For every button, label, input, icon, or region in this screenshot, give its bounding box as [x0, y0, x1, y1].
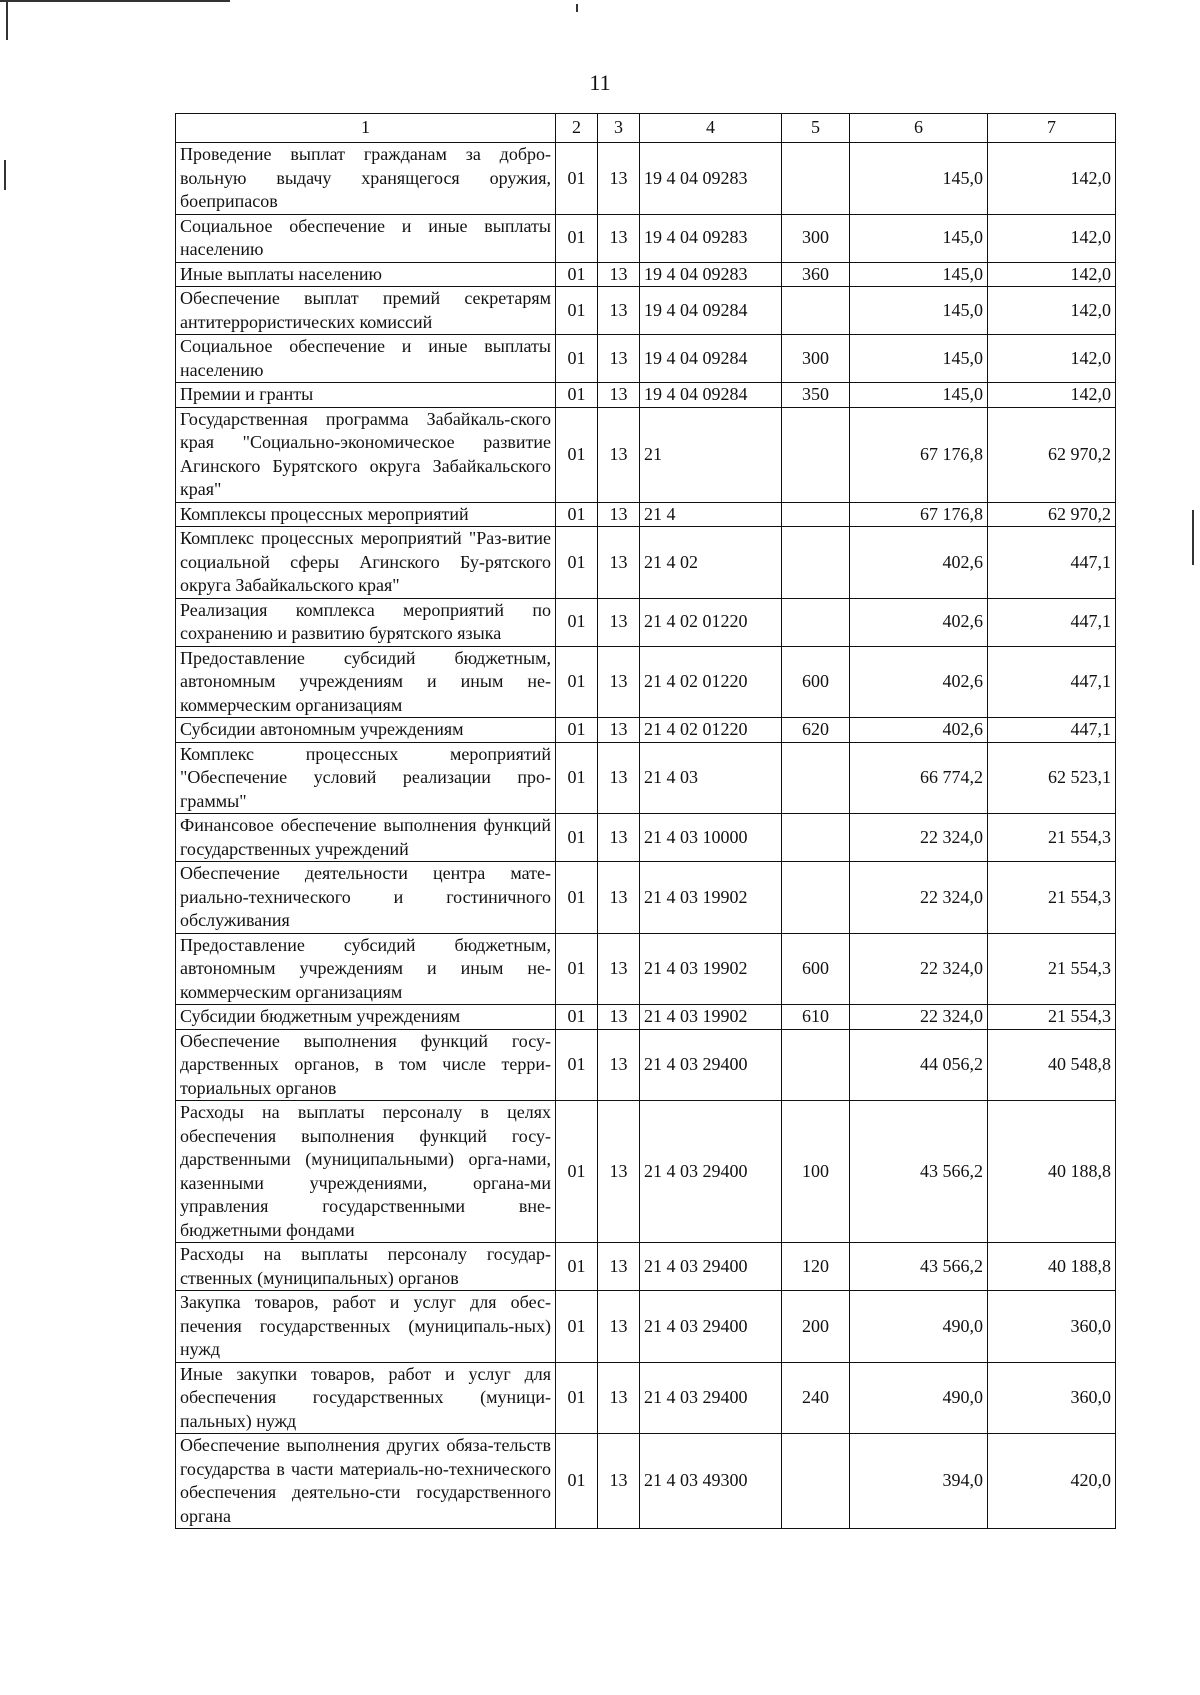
- amount-year2-cell: 40 188,8: [988, 1101, 1116, 1243]
- expense-type-cell: 240: [782, 1362, 850, 1434]
- table-row: [176, 1101, 1116, 1243]
- row-name-cell: Финансовое обеспечение выполнения функций государственных учреждений: [176, 814, 556, 862]
- subsection-code-cell: 13: [598, 262, 640, 287]
- section-code-cell: 01: [556, 718, 598, 743]
- expense-type-cell: 350: [782, 383, 850, 408]
- expense-type-cell: [782, 143, 850, 215]
- subsection-code-cell: 13: [598, 527, 640, 599]
- amount-year2-cell: 21 554,3: [988, 1005, 1116, 1030]
- table-row: [176, 214, 1116, 262]
- amount-year1-cell: 394,0: [850, 1434, 988, 1529]
- subsection-code-cell: 13: [598, 214, 640, 262]
- table-row: [176, 933, 1116, 1005]
- amount-year1-cell: 490,0: [850, 1291, 988, 1363]
- amount-year2-cell: 360,0: [988, 1362, 1116, 1434]
- row-name-cell: Предоставление субсидий бюджетным, автономным учреждениям и иным не-коммерческим организациям: [176, 646, 556, 718]
- table-row: [176, 1291, 1116, 1363]
- target-article-cell: 21 4 02 01220: [640, 598, 782, 646]
- row-name-cell: Обеспечение выполнения других обяза-тельств государства в части материаль-но-технического обеспечения деятельно-сти государственного органа: [176, 1434, 556, 1529]
- section-code-cell: 01: [556, 742, 598, 814]
- amount-year1-cell: 402,6: [850, 527, 988, 599]
- target-article-cell: 21 4 03 29400: [640, 1029, 782, 1101]
- subsection-code-cell: 13: [598, 742, 640, 814]
- table-body: [176, 143, 1116, 1529]
- amount-year1-cell: 66 774,2: [850, 742, 988, 814]
- scan-edge-mark: [4, 160, 6, 190]
- amount-year2-cell: 62 970,2: [988, 407, 1116, 502]
- table-row: [176, 718, 1116, 743]
- row-name-cell: Государственная программа Забайкаль-ского края "Социально-экономическое развитие Агинского Бурятского округа Забайкальского края": [176, 407, 556, 502]
- section-code-cell: 01: [556, 1029, 598, 1101]
- amount-year1-cell: 67 176,8: [850, 502, 988, 527]
- row-name-cell: Реализация комплекса мероприятий по сохранению и развитию бурятского языка: [176, 598, 556, 646]
- column-header: 6: [850, 114, 988, 143]
- amount-year2-cell: 142,0: [988, 383, 1116, 408]
- expense-type-cell: 360: [782, 262, 850, 287]
- table-row: [176, 1362, 1116, 1434]
- amount-year2-cell: 21 554,3: [988, 862, 1116, 934]
- target-article-cell: 21 4 03 29400: [640, 1101, 782, 1243]
- column-header: 7: [988, 114, 1116, 143]
- section-code-cell: 01: [556, 646, 598, 718]
- target-article-cell: 21 4 03 19902: [640, 862, 782, 934]
- section-code-cell: 01: [556, 1362, 598, 1434]
- amount-year1-cell: 43 566,2: [850, 1101, 988, 1243]
- target-article-cell: 21: [640, 407, 782, 502]
- target-article-cell: 21 4 03: [640, 742, 782, 814]
- target-article-cell: 21 4 02 01220: [640, 646, 782, 718]
- amount-year2-cell: 142,0: [988, 143, 1116, 215]
- expense-type-cell: 200: [782, 1291, 850, 1363]
- section-code-cell: 01: [556, 407, 598, 502]
- subsection-code-cell: 13: [598, 1362, 640, 1434]
- table-row: [176, 502, 1116, 527]
- target-article-cell: 19 4 04 09283: [640, 214, 782, 262]
- subsection-code-cell: 13: [598, 143, 640, 215]
- subsection-code-cell: 13: [598, 1101, 640, 1243]
- section-code-cell: 01: [556, 1291, 598, 1363]
- amount-year2-cell: 447,1: [988, 718, 1116, 743]
- target-article-cell: 21 4: [640, 502, 782, 527]
- target-article-cell: 19 4 04 09283: [640, 262, 782, 287]
- target-article-cell: 21 4 03 29400: [640, 1291, 782, 1363]
- amount-year1-cell: 22 324,0: [850, 814, 988, 862]
- table-row: [176, 262, 1116, 287]
- amount-year1-cell: 43 566,2: [850, 1243, 988, 1291]
- section-code-cell: 01: [556, 862, 598, 934]
- scan-edge-mark: [576, 4, 578, 12]
- amount-year1-cell: 22 324,0: [850, 933, 988, 1005]
- expense-type-cell: [782, 1434, 850, 1529]
- table-row: [176, 646, 1116, 718]
- expense-type-cell: 620: [782, 718, 850, 743]
- section-code-cell: 01: [556, 1434, 598, 1529]
- row-name-cell: Иные выплаты населению: [176, 262, 556, 287]
- subsection-code-cell: 13: [598, 1291, 640, 1363]
- target-article-cell: 21 4 03 10000: [640, 814, 782, 862]
- row-name-cell: Закупка товаров, работ и услуг для обес-печения государственных (муниципаль-ных) нужд: [176, 1291, 556, 1363]
- amount-year2-cell: 447,1: [988, 646, 1116, 718]
- subsection-code-cell: 13: [598, 502, 640, 527]
- row-name-cell: Комплекс процессных мероприятий "Раз-витие социальной сферы Агинского Бу-рятского округа Забайкальского края": [176, 527, 556, 599]
- table-row: [176, 598, 1116, 646]
- target-article-cell: 19 4 04 09284: [640, 287, 782, 335]
- target-article-cell: 21 4 03 19902: [640, 1005, 782, 1030]
- amount-year1-cell: 402,6: [850, 718, 988, 743]
- table-row: [176, 1434, 1116, 1529]
- amount-year1-cell: 145,0: [850, 383, 988, 408]
- amount-year1-cell: 44 056,2: [850, 1029, 988, 1101]
- row-name-cell: Социальное обеспечение и иные выплаты населению: [176, 335, 556, 383]
- target-article-cell: 21 4 03 29400: [640, 1243, 782, 1291]
- target-article-cell: 19 4 04 09284: [640, 335, 782, 383]
- scan-edge-mark: [6, 0, 8, 40]
- scan-edge-mark: [1192, 510, 1194, 565]
- column-header: 2: [556, 114, 598, 143]
- row-name-cell: Проведение выплат гражданам за добро-вольную выдачу хранящегося оружия, боеприпасов: [176, 143, 556, 215]
- amount-year1-cell: 145,0: [850, 287, 988, 335]
- expense-type-cell: [782, 1029, 850, 1101]
- scan-edge-mark: [0, 0, 230, 2]
- section-code-cell: 01: [556, 383, 598, 408]
- target-article-cell: 19 4 04 09284: [640, 383, 782, 408]
- amount-year2-cell: 62 523,1: [988, 742, 1116, 814]
- section-code-cell: 01: [556, 814, 598, 862]
- section-code-cell: 01: [556, 1243, 598, 1291]
- target-article-cell: 21 4 02: [640, 527, 782, 599]
- amount-year1-cell: 145,0: [850, 214, 988, 262]
- row-name-cell: Иные закупки товаров, работ и услуг для обеспечения государственных (муници-пальных) нужд: [176, 1362, 556, 1434]
- target-article-cell: 21 4 03 19902: [640, 933, 782, 1005]
- table-row: [176, 143, 1116, 215]
- expense-type-cell: [782, 287, 850, 335]
- row-name-cell: Расходы на выплаты персоналу в целях обеспечения выполнения функций госу-дарственными (муниципальными) орга-нами, казенными учреждениями, органа-ми управления государственными вне-бюджетными фондами: [176, 1101, 556, 1243]
- section-code-cell: 01: [556, 1005, 598, 1030]
- column-header: 5: [782, 114, 850, 143]
- amount-year1-cell: 402,6: [850, 646, 988, 718]
- row-name-cell: Субсидии автономным учреждениям: [176, 718, 556, 743]
- subsection-code-cell: 13: [598, 718, 640, 743]
- amount-year1-cell: 145,0: [850, 143, 988, 215]
- row-name-cell: Премии и гранты: [176, 383, 556, 408]
- expense-type-cell: 100: [782, 1101, 850, 1243]
- amount-year2-cell: 447,1: [988, 527, 1116, 599]
- amount-year2-cell: 360,0: [988, 1291, 1116, 1363]
- expense-type-cell: [782, 527, 850, 599]
- table-row: [176, 862, 1116, 934]
- amount-year1-cell: 22 324,0: [850, 1005, 988, 1030]
- amount-year1-cell: 145,0: [850, 335, 988, 383]
- table-row: [176, 1029, 1116, 1101]
- subsection-code-cell: 13: [598, 287, 640, 335]
- section-code-cell: 01: [556, 262, 598, 287]
- subsection-code-cell: 13: [598, 383, 640, 408]
- subsection-code-cell: 13: [598, 862, 640, 934]
- subsection-code-cell: 13: [598, 933, 640, 1005]
- budget-table: [175, 113, 1116, 1529]
- target-article-cell: 21 4 02 01220: [640, 718, 782, 743]
- amount-year2-cell: 420,0: [988, 1434, 1116, 1529]
- row-name-cell: Социальное обеспечение и иные выплаты населению: [176, 214, 556, 262]
- subsection-code-cell: 13: [598, 814, 640, 862]
- section-code-cell: 01: [556, 214, 598, 262]
- section-code-cell: 01: [556, 527, 598, 599]
- subsection-code-cell: 13: [598, 1005, 640, 1030]
- column-header: 4: [640, 114, 782, 143]
- amount-year2-cell: 40 188,8: [988, 1243, 1116, 1291]
- table-row: [176, 407, 1116, 502]
- column-header: 1: [176, 114, 556, 143]
- section-code-cell: 01: [556, 287, 598, 335]
- amount-year2-cell: 62 970,2: [988, 502, 1116, 527]
- expense-type-cell: [782, 598, 850, 646]
- section-code-cell: 01: [556, 1101, 598, 1243]
- amount-year2-cell: 40 548,8: [988, 1029, 1116, 1101]
- amount-year2-cell: 21 554,3: [988, 933, 1116, 1005]
- expense-type-cell: 300: [782, 214, 850, 262]
- row-name-cell: Комплексы процессных мероприятий: [176, 502, 556, 527]
- expense-type-cell: 300: [782, 335, 850, 383]
- target-article-cell: 21 4 03 49300: [640, 1434, 782, 1529]
- amount-year2-cell: 21 554,3: [988, 814, 1116, 862]
- row-name-cell: Субсидии бюджетным учреждениям: [176, 1005, 556, 1030]
- amount-year1-cell: 145,0: [850, 262, 988, 287]
- section-code-cell: 01: [556, 143, 598, 215]
- table-row: [176, 814, 1116, 862]
- section-code-cell: 01: [556, 933, 598, 1005]
- row-name-cell: Предоставление субсидий бюджетным, автономным учреждениям и иным не-коммерческим организациям: [176, 933, 556, 1005]
- row-name-cell: Комплекс процессных мероприятий "Обеспечение условий реализации про-граммы": [176, 742, 556, 814]
- subsection-code-cell: 13: [598, 646, 640, 718]
- expense-type-cell: [782, 814, 850, 862]
- amount-year1-cell: 22 324,0: [850, 862, 988, 934]
- table-row: [176, 527, 1116, 599]
- expense-type-cell: 600: [782, 646, 850, 718]
- column-header: 3: [598, 114, 640, 143]
- expense-type-cell: 120: [782, 1243, 850, 1291]
- table-row: [176, 1005, 1116, 1030]
- section-code-cell: 01: [556, 335, 598, 383]
- section-code-cell: 01: [556, 502, 598, 527]
- amount-year1-cell: 402,6: [850, 598, 988, 646]
- target-article-cell: 19 4 04 09283: [640, 143, 782, 215]
- table-row: [176, 742, 1116, 814]
- subsection-code-cell: 13: [598, 335, 640, 383]
- amount-year1-cell: 490,0: [850, 1362, 988, 1434]
- row-name-cell: Обеспечение выполнения функций госу-дарственных органов, в том числе терри-ториальных органов: [176, 1029, 556, 1101]
- subsection-code-cell: 13: [598, 1029, 640, 1101]
- section-code-cell: 01: [556, 598, 598, 646]
- table-row: [176, 1243, 1116, 1291]
- table-row: [176, 287, 1116, 335]
- expense-type-cell: [782, 502, 850, 527]
- subsection-code-cell: 13: [598, 1434, 640, 1529]
- page-number: 11: [589, 70, 611, 95]
- row-name-cell: Обеспечение деятельности центра мате-риально-технического и гостиничного обслуживания: [176, 862, 556, 934]
- table-header-row: [176, 114, 1116, 143]
- amount-year2-cell: 447,1: [988, 598, 1116, 646]
- row-name-cell: Расходы на выплаты персоналу государ-ственных (муниципальных) органов: [176, 1243, 556, 1291]
- amount-year2-cell: 142,0: [988, 262, 1116, 287]
- expense-type-cell: [782, 862, 850, 934]
- subsection-code-cell: 13: [598, 598, 640, 646]
- subsection-code-cell: 13: [598, 1243, 640, 1291]
- subsection-code-cell: 13: [598, 407, 640, 502]
- amount-year2-cell: 142,0: [988, 287, 1116, 335]
- target-article-cell: 21 4 03 29400: [640, 1362, 782, 1434]
- table-row: [176, 335, 1116, 383]
- expense-type-cell: [782, 407, 850, 502]
- table-row: [176, 383, 1116, 408]
- amount-year2-cell: 142,0: [988, 214, 1116, 262]
- expense-type-cell: 600: [782, 933, 850, 1005]
- amount-year1-cell: 67 176,8: [850, 407, 988, 502]
- expense-type-cell: 610: [782, 1005, 850, 1030]
- amount-year2-cell: 142,0: [988, 335, 1116, 383]
- row-name-cell: Обеспечение выплат премий секретарям антитеррористических комиссий: [176, 287, 556, 335]
- expense-type-cell: [782, 742, 850, 814]
